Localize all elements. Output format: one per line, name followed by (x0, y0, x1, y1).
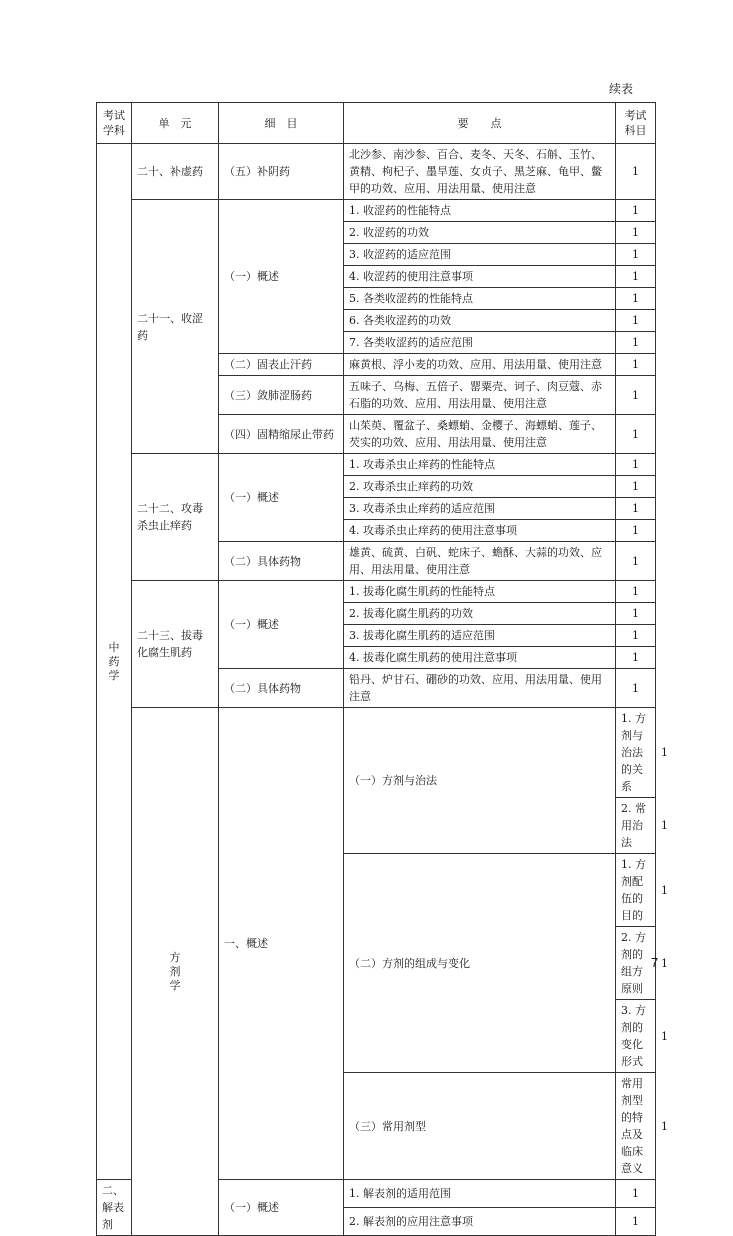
syllabus-table (96, 102, 668, 1236)
item-cell: （三）敛肺涩肠药 (219, 376, 344, 415)
point-cell: 1. 收涩药的性能特点 (344, 200, 616, 222)
score-cell: 1 (616, 266, 656, 288)
subject-label: 方 剂 学 (169, 950, 181, 992)
score-cell: 1 (616, 669, 656, 708)
point-cell: 6. 各类收涩药的功效 (344, 310, 616, 332)
score-cell: 1 (616, 1180, 656, 1208)
table-body (97, 144, 668, 1236)
score-cell: 1 (616, 498, 656, 520)
unit-cell: 二、解表剂 (97, 1180, 132, 1236)
table-row: 2. 常用治法 1 (97, 798, 656, 854)
table-header (97, 103, 656, 144)
point-cell: 3. 攻毒杀虫止痒药的适应范围 (344, 498, 616, 520)
unit-cell: 二十三、拔毒化腐生肌药 (132, 581, 219, 708)
score-cell: 1 (616, 244, 656, 266)
point-cell: 2. 常用治法 (616, 798, 656, 854)
score-cell: 1 (616, 415, 656, 454)
table-row (97, 144, 656, 200)
item-cell: （一）概述 (219, 454, 344, 542)
table-row: 方 剂 学 一、概述 （一）方剂与治法 1. 方剂与治法的关系 1 (97, 708, 656, 798)
point-cell: 2. 方剂的组方原则 (616, 927, 656, 1000)
score-cell: 1 (616, 603, 656, 625)
page-number: 7 (651, 955, 659, 970)
point-cell: 铅丹、炉甘石、硼砂的功效、应用、用法用量、使用注意 (344, 669, 616, 708)
continued-label: 续表 (609, 82, 634, 96)
header-points: 要 点 (344, 103, 616, 144)
score-cell: 1 (616, 200, 656, 222)
point-cell: 麻黄根、浮小麦的功效、应用、用法用量、使用注意 (344, 354, 616, 376)
score-cell: 1 (616, 476, 656, 498)
score-cell: 1 (616, 288, 656, 310)
table-row (97, 454, 656, 476)
point-cell: 1. 攻毒杀虫止痒药的性能特点 (344, 454, 616, 476)
point-cell: 2. 收涩药的功效 (344, 222, 616, 244)
header-subject: 考试 学科 (97, 103, 132, 144)
point-cell: 1. 方剂与治法的关系 (616, 708, 656, 798)
subject-label: 中 药 学 (108, 640, 120, 682)
point-cell: 2. 拔毒化腐生肌药的功效 (344, 603, 616, 625)
header-unit: 单 元 (132, 103, 219, 144)
header-exam-subject: 考试 科目 (616, 103, 656, 144)
table-row (97, 581, 656, 603)
point-cell: 3. 方剂的变化形式 (616, 1000, 656, 1073)
score-cell: 1 (616, 376, 656, 415)
item-cell: （五）补阴药 (219, 144, 344, 200)
item-cell: （二）方剂的组成与变化 (344, 854, 616, 1073)
item-cell: （一）方剂与治法 (344, 708, 616, 854)
point-cell: 4. 拔毒化腐生肌药的使用注意事项 (344, 647, 616, 669)
unit-cell: 二十一、收涩药 (132, 200, 219, 454)
point-cell: 5. 各类收涩药的性能特点 (344, 288, 616, 310)
point-cell: 1. 解表剂的适用范围 (344, 1180, 616, 1208)
score-cell: 1 (616, 454, 656, 476)
point-cell: 2. 攻毒杀虫止痒药的功效 (344, 476, 616, 498)
score-cell: 1 (616, 1208, 656, 1236)
score-cell: 1 (616, 310, 656, 332)
item-cell: （二）具体药物 (219, 669, 344, 708)
point-cell: 7. 各类收涩药的适应范围 (344, 332, 616, 354)
point-cell: 北沙参、南沙参、百合、麦冬、天冬、石斛、玉竹、黄精、枸杞子、墨旱莲、女贞子、黑芝麻、龟甲、鳖甲的功效、应用、用法用量、使用注意 (344, 144, 616, 200)
item-cell: （一）概述 (219, 581, 344, 669)
item-cell: （二）具体药物 (219, 542, 344, 581)
score-cell: 1 (616, 625, 656, 647)
table-row (97, 200, 656, 222)
table-row: （二）方剂的组成与变化 1. 方剂配伍的目的 1 (97, 854, 656, 927)
point-cell: 3. 拔毒化腐生肌药的适应范围 (344, 625, 616, 647)
score-cell: 1 (616, 332, 656, 354)
unit-cell: 一、概述 (219, 708, 344, 1180)
item-cell: （三）常用剂型 (344, 1073, 616, 1180)
unit-cell: 二十、补虚药 (132, 144, 219, 200)
subject-cell (97, 144, 132, 1180)
item-cell: （四）固精缩尿止带药 (219, 415, 344, 454)
table-row: 2. 方剂的组方原则 1 (97, 927, 656, 1000)
score-cell: 1 (616, 144, 656, 200)
point-cell: 2. 解表剂的应用注意事项 (344, 1208, 616, 1236)
item-cell: （二）固表止汗药 (219, 354, 344, 376)
score-cell: 1 (616, 520, 656, 542)
table-row: 3. 方剂的变化形式 1 (97, 1000, 656, 1073)
point-cell: 1. 方剂配伍的目的 (616, 854, 656, 927)
score-cell: 1 (616, 542, 656, 581)
table-row: （三）常用剂型 常用剂型的特点及临床意义 1 (97, 1073, 656, 1180)
item-cell: （一）概述 (219, 1180, 344, 1236)
item-cell: （一）概述 (219, 200, 344, 354)
score-cell: 1 (616, 647, 656, 669)
score-cell: 1 (616, 354, 656, 376)
header-item: 细 目 (219, 103, 344, 144)
point-cell: 雄黄、硫黄、白矾、蛇床子、蟾酥、大蒜的功效、应用、用法用量、使用注意 (344, 542, 616, 581)
point-cell: 3. 收涩药的适应范围 (344, 244, 616, 266)
point-cell: 4. 攻毒杀虫止痒药的使用注意事项 (344, 520, 616, 542)
point-cell: 常用剂型的特点及临床意义 (616, 1073, 656, 1180)
score-cell: 1 (616, 222, 656, 244)
point-cell: 1. 拔毒化腐生肌药的性能特点 (344, 581, 616, 603)
point-cell: 4. 收涩药的使用注意事项 (344, 266, 616, 288)
unit-cell: 二十二、攻毒杀虫止痒药 (132, 454, 219, 581)
subject-cell (132, 708, 219, 1236)
score-cell: 1 (616, 581, 656, 603)
point-cell: 山茱萸、覆盆子、桑螵蛸、金樱子、海螵蛸、莲子、芡实的功效、应用、用法用量、使用注意 (344, 415, 616, 454)
point-cell: 五味子、乌梅、五倍子、罂粟壳、诃子、肉豆蔻、赤石脂的功效、应用、用法用量、使用注意 (344, 376, 616, 415)
